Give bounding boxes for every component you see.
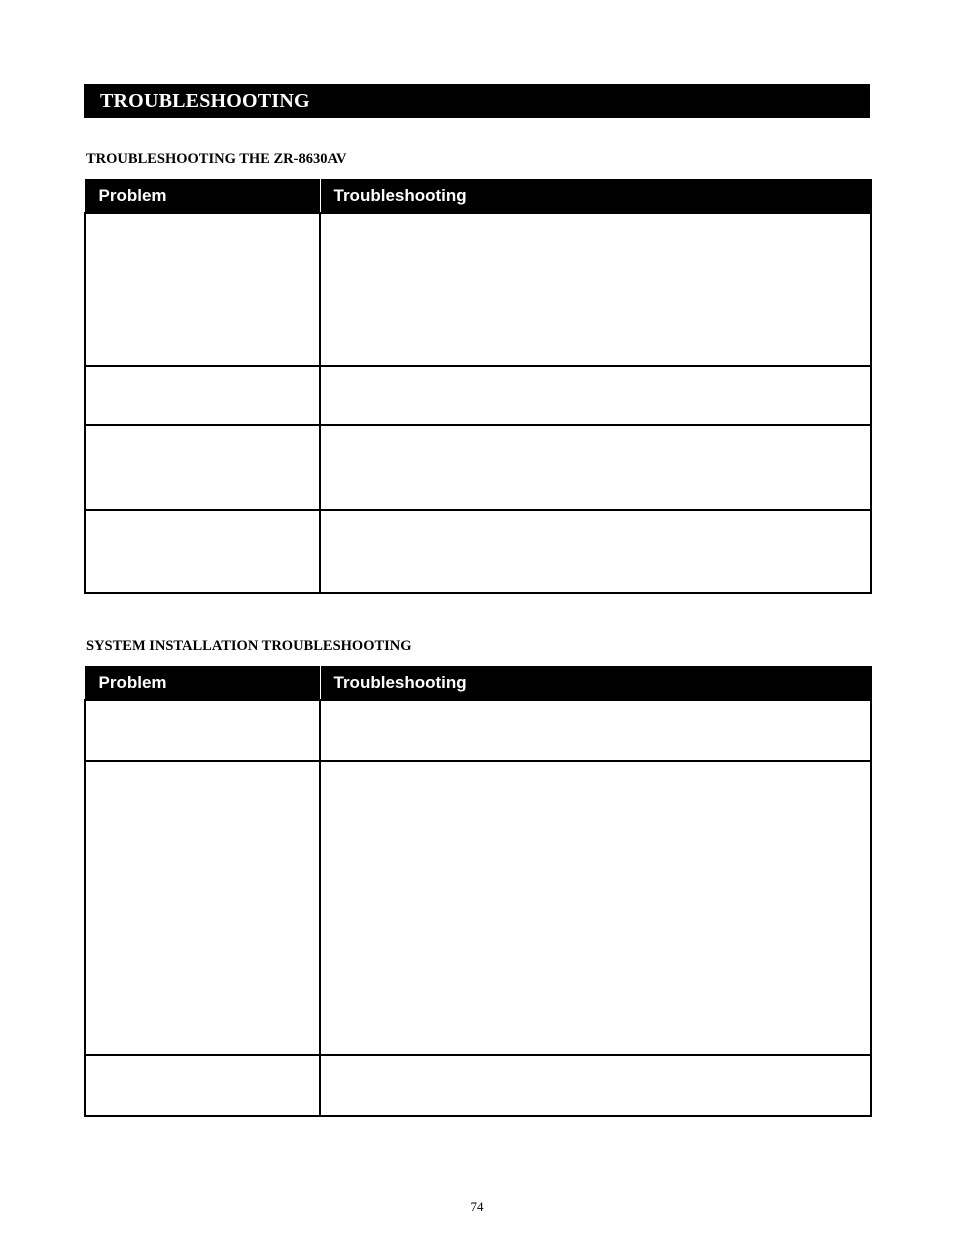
problem-cell	[85, 700, 320, 761]
troubleshooting-table-zr8630av	[84, 179, 872, 594]
troubleshooting-cell	[320, 1055, 871, 1116]
troubleshooting-column-header: Troubleshooting	[320, 179, 871, 213]
troubleshooting-cell	[320, 366, 871, 425]
troubleshooting-cell	[320, 213, 871, 366]
troubleshooting-cell	[320, 425, 871, 510]
table-row	[85, 761, 871, 1055]
page-number: 74	[470, 1199, 484, 1214]
problem-column-header: Problem	[85, 666, 320, 700]
problem-column-header: Problem	[85, 179, 320, 213]
troubleshooting-cell	[320, 510, 871, 593]
table-row	[85, 425, 871, 510]
table-header-row	[85, 179, 871, 213]
table2-heading: SYSTEM INSTALLATION TROUBLESHOOTING	[86, 638, 412, 654]
table1-heading: TROUBLESHOOTING THE ZR-8630AV	[86, 151, 347, 167]
troubleshooting-table-system-installation	[84, 666, 872, 1117]
table-row	[85, 366, 871, 425]
problem-cell	[85, 761, 320, 1055]
problem-cell	[85, 510, 320, 593]
problem-cell	[85, 425, 320, 510]
section-title: TROUBLESHOOTING	[84, 84, 870, 118]
troubleshooting-cell	[320, 761, 871, 1055]
problem-cell	[85, 1055, 320, 1116]
problem-cell	[85, 213, 320, 366]
problem-cell	[85, 366, 320, 425]
troubleshooting-column-header: Troubleshooting	[320, 666, 871, 700]
troubleshooting-cell	[320, 700, 871, 761]
table-row	[85, 700, 871, 761]
table-row	[85, 1055, 871, 1116]
table-row	[85, 213, 871, 366]
table-header-row	[85, 666, 871, 700]
table-row	[85, 510, 871, 593]
